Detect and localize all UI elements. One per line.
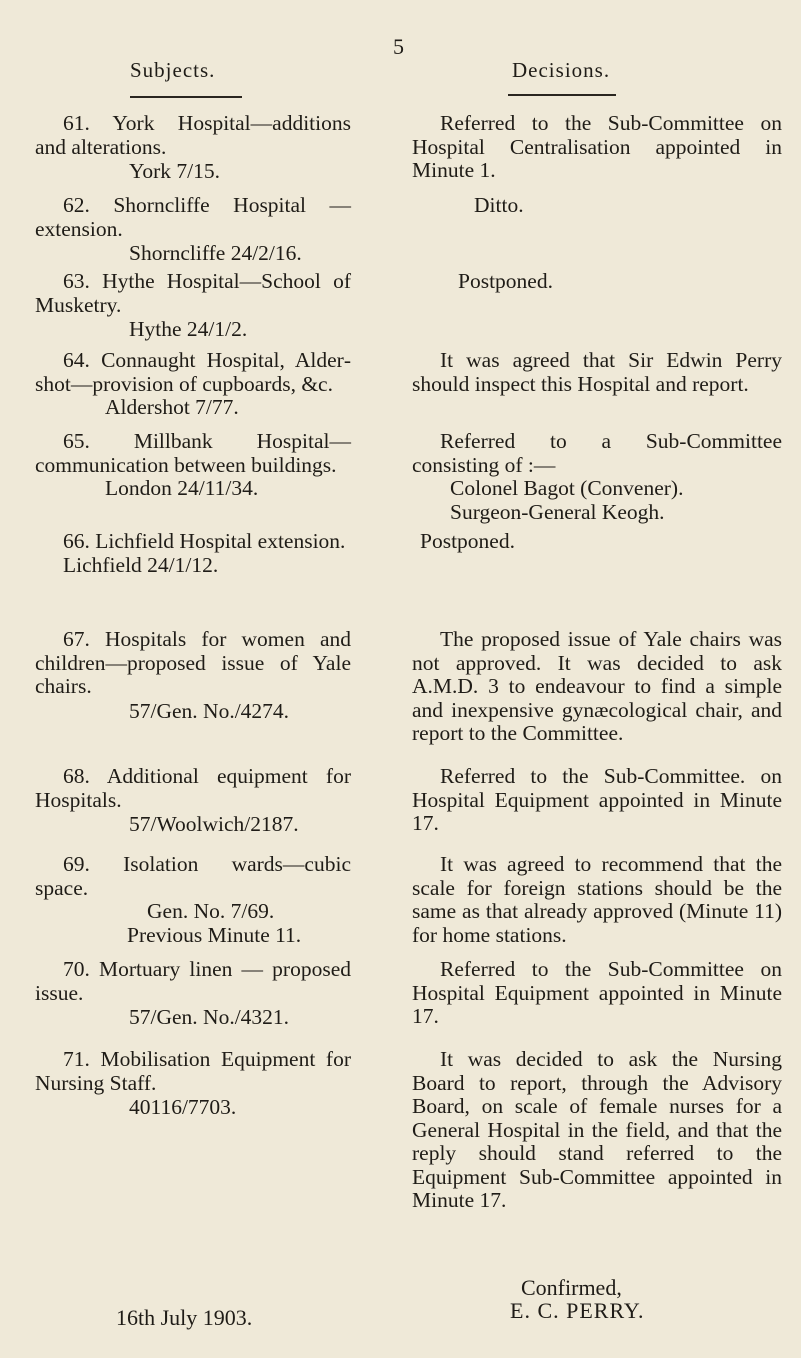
subject-entry-66	[35, 530, 351, 577]
subject-text: 62. Shorncliffe Hospital — extension.	[35, 193, 351, 241]
subject-entry-61	[35, 112, 351, 184]
decisions-heading-rule	[508, 94, 616, 96]
decision-entry-61: Referred to the Sub-Committee on Hospital Centralisation appointed in Minute 1.	[412, 111, 782, 182]
subject-entry-65	[35, 430, 351, 501]
decision-text: Referred to a Sub-Committee consisting of :—	[412, 429, 782, 477]
decision-entry-65	[412, 430, 782, 524]
decision-entry-70: Referred to the Sub-Committee on Hospital Equipment appointed in Minute 17.	[412, 957, 782, 1028]
subject-entry-71	[35, 1048, 351, 1120]
previous-minute-reference: Previous Minute 11.	[127, 922, 302, 947]
file-reference: London 24/11/34.	[105, 476, 259, 500]
subject-text: 69. Isolation wards—cubic space.	[35, 852, 351, 900]
subject-text: 64. Connaught Hospital, Aldershot—provision of cupboards, &c.	[35, 348, 351, 396]
file-reference: 57/Gen. No./4274.	[129, 698, 290, 723]
subject-text: 61. York Hospital—additions and alterations.	[35, 111, 351, 159]
subject-text: 70. Mortuary linen — proposed issue.	[35, 957, 351, 1005]
page-number: 5	[393, 34, 404, 59]
decision-entry-66: Postponed.	[420, 529, 515, 553]
decision-entry-64: It was agreed that Sir Edwin Perry should inspect this Hospital and report.	[412, 348, 782, 396]
subject-entry-68	[35, 765, 351, 837]
subject-entry-70	[35, 958, 351, 1030]
decision-entry-63: Postponed.	[458, 269, 553, 293]
subject-text: 63. Hythe Hospital—School of Musketry.	[35, 269, 351, 317]
decision-entry-69: It was agreed to recommend that the scale for foreign stations should be the same as that already approved (Minute 11) for home stations.	[412, 852, 782, 947]
subjects-heading-rule	[130, 96, 242, 98]
subjects-heading: Subjects.	[130, 58, 216, 82]
subject-text: 67. Hospitals for women and children—proposed issue of Yale chairs.	[35, 627, 351, 698]
subject-entry-67	[35, 628, 351, 723]
subject-text: 65. Millbank Hospital—communication between buildings.	[35, 429, 351, 477]
file-reference: Aldershot 7/77.	[105, 395, 239, 419]
confirmed-label: Confirmed,	[521, 1275, 622, 1300]
subject-text: 66. Lichfield Hospital extension.	[63, 529, 346, 553]
subject-entry-62	[35, 194, 351, 266]
file-reference: Lichfield 24/1/12.	[63, 552, 219, 577]
decisions-heading: Decisions.	[512, 58, 611, 82]
file-reference: Hythe 24/1/2.	[129, 317, 248, 341]
file-reference: 57/Gen. No./4321.	[129, 1005, 290, 1029]
subject-entry-64	[35, 349, 351, 420]
footer-date: 16th July 1903.	[116, 1305, 253, 1330]
subject-text: 71. Mobilisation Equipment for Nursing Staff.	[35, 1047, 351, 1095]
signature: E. C. PERRY.	[510, 1298, 645, 1323]
file-reference: 57/Woolwich/2187.	[129, 812, 299, 836]
file-reference: Shorncliffe 24/2/16.	[129, 241, 302, 265]
committee-member: Colonel Bagot (Convener).	[450, 476, 684, 500]
file-reference: 40116/7703.	[129, 1095, 237, 1119]
subject-entry-69	[35, 853, 351, 947]
subject-entry-63	[35, 270, 351, 342]
subject-text: 68. Additional equipment for Hospitals.	[35, 764, 351, 812]
decision-entry-67: The proposed issue of Yale chairs was not approved. It was decided to ask A.M.D. 3 to endeavour to find a simple and inexpensive gynæcological chair, and report to the Committee.	[412, 627, 782, 745]
decision-entry-68: Referred to the Sub-Committee. on Hospital Equipment appointed in Minute 17.	[412, 764, 782, 835]
file-reference: York 7/15.	[129, 159, 221, 183]
file-reference: Gen. No. 7/69.	[147, 899, 275, 923]
committee-member: Surgeon-General Keogh.	[450, 499, 665, 524]
decision-entry-62: Ditto.	[474, 193, 524, 217]
decision-entry-71: It was decided to ask the Nursing Board to report, through the Advisory Board, on scale of female nurses for a General Hospital in the field, and that the reply should stand referred to the Equipment Sub-Committee appointed in Minute 17.	[412, 1047, 782, 1212]
